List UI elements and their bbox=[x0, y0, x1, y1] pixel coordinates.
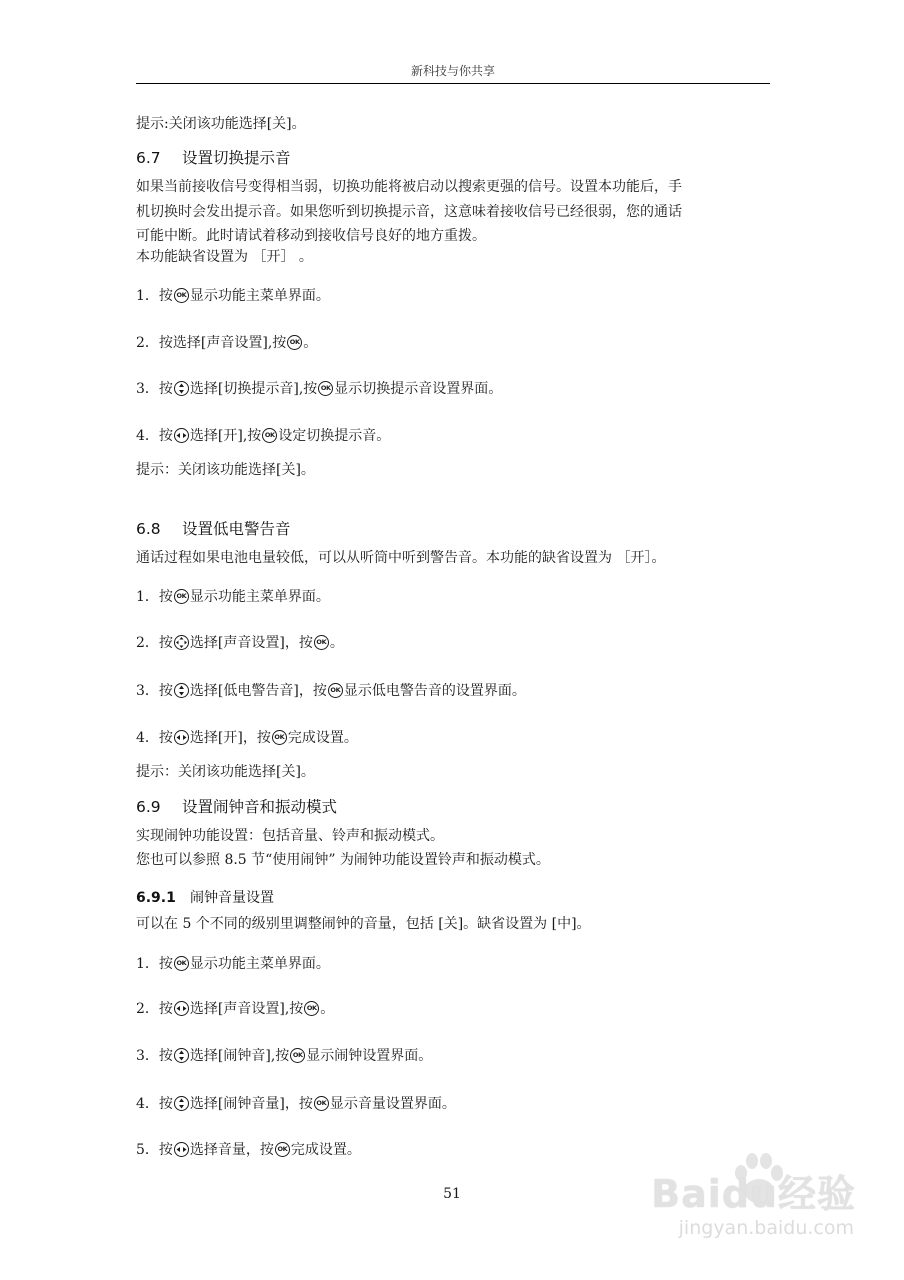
step-3 bbox=[136, 1047, 432, 1065]
step-text: 选择音量，按 bbox=[189, 1142, 274, 1158]
step-text: 完成设置。 bbox=[287, 730, 358, 746]
step-1 bbox=[136, 588, 330, 606]
ok-key-icon: OK bbox=[304, 1001, 319, 1016]
step-4 bbox=[136, 427, 390, 445]
step-text: 显示功能主菜单界面。 bbox=[189, 956, 330, 972]
paragraph-line: 实现闹钟功能设置：包括音量、铃声和振动模式。 bbox=[136, 828, 444, 844]
step-2 bbox=[136, 634, 344, 652]
section-title: 设置切换提示音 bbox=[182, 149, 291, 167]
watermark bbox=[640, 1143, 880, 1263]
step-text: 选择[声音设置],按 bbox=[189, 1001, 304, 1017]
step-4 bbox=[136, 729, 358, 747]
step-text: 5．按 bbox=[136, 1142, 173, 1158]
section-number: 6.7 bbox=[136, 149, 161, 167]
header-rule bbox=[136, 83, 770, 84]
step-5 bbox=[136, 1141, 361, 1159]
section-6-8-heading bbox=[136, 519, 291, 539]
section-6-7-heading bbox=[136, 148, 291, 168]
step-text: 选择[声音设置]，按 bbox=[189, 635, 313, 651]
up-down-key-icon bbox=[174, 683, 189, 698]
section-number: 6.8 bbox=[136, 520, 161, 538]
step-text: 1．按 bbox=[136, 956, 173, 972]
step-text: 1．按 bbox=[136, 288, 173, 304]
left-right-key-icon bbox=[174, 730, 189, 745]
left-right-key-icon bbox=[174, 1142, 189, 1157]
step-text: 选择[切换提示音],按 bbox=[189, 381, 318, 397]
ok-key-icon: OK bbox=[287, 335, 302, 350]
step-2 bbox=[136, 1000, 334, 1018]
step-text: 显示切换提示音设置界面。 bbox=[334, 381, 503, 397]
paragraph-line: 您也可以参照 8.5 节“使用闹钟” 为闹钟功能设置铃声和振动模式。 bbox=[136, 852, 550, 868]
section-title: 设置低电警告音 bbox=[182, 520, 291, 538]
ok-key-icon: OK bbox=[314, 635, 329, 650]
section-number: 6.9.1 bbox=[136, 890, 176, 906]
up-down-key-icon bbox=[174, 381, 189, 396]
step-text: 3．按 bbox=[136, 683, 173, 699]
paragraph-line: 可以在 5 个不同的级别里调整闹钟的音量，包括 [关]。缺省设置为 [中]。 bbox=[136, 916, 591, 932]
section-6-9-1-heading bbox=[136, 889, 274, 907]
step-text: 3．按 bbox=[136, 381, 173, 397]
section-number: 6.9 bbox=[136, 798, 161, 816]
step-text: 选择[开]，按 bbox=[189, 730, 271, 746]
step-text: 2．按选择[声音设置],按 bbox=[136, 335, 287, 351]
tip: 提示：关闭该功能选择[关]。 bbox=[136, 462, 315, 478]
ok-key-icon: OK bbox=[174, 589, 189, 604]
tip: 提示：关闭该功能选择[关]。 bbox=[136, 764, 315, 780]
step-3 bbox=[136, 682, 526, 700]
page-number: 51 bbox=[443, 1186, 461, 1202]
step-text: 1．按 bbox=[136, 589, 173, 605]
step-4 bbox=[136, 1095, 456, 1113]
ok-key-icon: OK bbox=[318, 381, 333, 396]
four-way-key-icon bbox=[174, 635, 189, 650]
step-text: 选择[开],按 bbox=[189, 428, 262, 444]
step-text: 显示闹钟设置界面。 bbox=[306, 1048, 433, 1064]
paragraph-line: 如果当前接收信号变得相当弱，切换功能将被启动以搜索更强的信号。设置本功能后，手 bbox=[136, 179, 682, 195]
step-1 bbox=[136, 955, 330, 973]
step-text: 显示功能主菜单界面。 bbox=[189, 288, 330, 304]
ok-key-icon: OK bbox=[174, 956, 189, 971]
watermark-url: jingyan.baidu.com bbox=[678, 1217, 854, 1239]
step-text: 选择[闹钟音量]，按 bbox=[189, 1096, 313, 1112]
ok-key-icon: OK bbox=[174, 288, 189, 303]
up-down-key-icon bbox=[174, 1096, 189, 1111]
paragraph-line: 通话过程如果电池电量较低，可以从听筒中听到警告音。本功能的缺省设置为 ［开］。 bbox=[136, 550, 666, 566]
ok-key-icon: OK bbox=[328, 683, 343, 698]
page-header: 新科技与你共享 bbox=[410, 64, 495, 78]
left-right-key-icon bbox=[174, 428, 189, 443]
step-text: 2．按 bbox=[136, 1001, 173, 1017]
section-6-9-heading bbox=[136, 797, 337, 817]
step-text: 完成设置。 bbox=[290, 1142, 361, 1158]
step-text: 4．按 bbox=[136, 730, 173, 746]
step-text: 。 bbox=[303, 335, 318, 351]
step-text: 。 bbox=[320, 1001, 335, 1017]
step-text: 4．按 bbox=[136, 428, 173, 444]
ok-key-icon: OK bbox=[290, 1048, 305, 1063]
paragraph-line: 可能中断。此时请试着移动到接收信号良好的地方重拨。 bbox=[136, 228, 486, 244]
step-text: 。 bbox=[329, 635, 344, 651]
section-title: 设置闹钟音和振动模式 bbox=[182, 798, 338, 816]
step-1 bbox=[136, 287, 330, 305]
step-text: 显示音量设置界面。 bbox=[329, 1096, 456, 1112]
up-down-key-icon bbox=[174, 1048, 189, 1063]
left-right-key-icon bbox=[174, 1001, 189, 1016]
step-text: 显示功能主菜单界面。 bbox=[189, 589, 330, 605]
ok-key-icon: OK bbox=[262, 428, 277, 443]
ok-key-icon: OK bbox=[272, 730, 287, 745]
step-text: 设定切换提示音。 bbox=[278, 428, 391, 444]
ok-key-icon: OK bbox=[275, 1142, 290, 1157]
step-text: 4．按 bbox=[136, 1096, 173, 1112]
step-3 bbox=[136, 380, 502, 398]
step-text: 选择[低电警告音]，按 bbox=[189, 683, 327, 699]
step-text: 显示低电警告音的设置界面。 bbox=[343, 683, 526, 699]
paragraph-line: 机切换时会发出提示音。如果您听到切换提示音，这意味着接收信号已经很弱，您的通话 bbox=[136, 204, 682, 220]
ok-key-icon: OK bbox=[314, 1096, 329, 1111]
step-text: 选择[闹钟音],按 bbox=[189, 1048, 290, 1064]
paragraph-line: 本功能缺省设置为 ［开］ 。 bbox=[136, 249, 313, 265]
step-text: 3．按 bbox=[136, 1048, 173, 1064]
step-text: 2．按 bbox=[136, 635, 173, 651]
tip-top: 提示:关闭该功能选择[关]。 bbox=[136, 116, 306, 132]
watermark-brand: Baidu经验 bbox=[651, 1172, 856, 1216]
section-title: 闹钟音量设置 bbox=[190, 890, 274, 906]
step-2 bbox=[136, 334, 317, 352]
